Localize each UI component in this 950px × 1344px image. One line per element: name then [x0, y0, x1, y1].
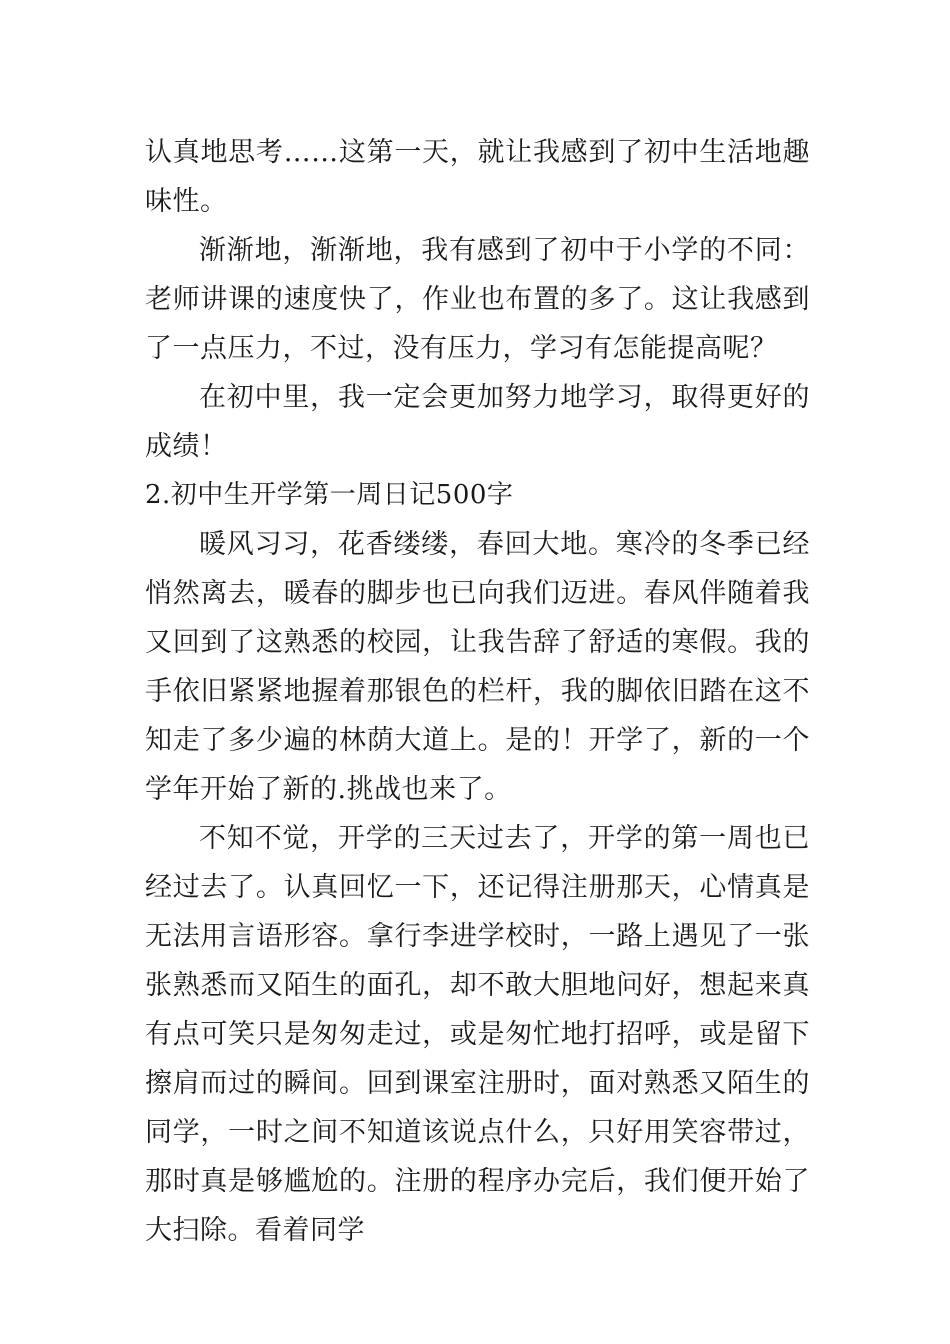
paragraph: 渐渐地，渐渐地，我有感到了初中于小学的不同：老师讲课的速度快了，作业也布置的多了。这让我感到了一点压力，不过，没有压力，学习有怎能提高呢？ — [145, 235, 810, 364]
paragraph: 在初中里，我一定会更加努力地学习，取得更好的成绩！ — [145, 382, 810, 462]
document-body — [145, 128, 810, 1255]
paragraph: 不知不觉，开学的三天过去了，开学的第一周也已经过去了。认真回忆一下，还记得注册那天，心情真是无法用言语形容。拿行李进学校时，一路上遇见了一张张熟悉而又陌生的面孔，却不敢大胆地问好，想起来真有点可笑只是匆匆走过，或是匆忙地打招呼，或是留下擦肩而过的瞬间。回到课室注册时，面对熟悉又陌生的同学，一时之间不知道该说点什么，只好用笑容带过，那时真是够尴尬的。注册的程序办完后，我们便开始了大扫除。看着同学 — [145, 823, 810, 1246]
paragraph: 暖风习习，花香缕缕，春回大地。寒冷的冬季已经悄然离去，暖春的脚步也已向我们迈进。春风伴随着我又回到了这熟悉的校园，让我告辞了舒适的寒假。我的手依旧紧紧地握着那银色的栏杆，我的脚依旧踏在这不知走了多少遍的林荫大道上。是的！开学了，新的一个学年开始了新的.挑战也来了。 — [145, 529, 810, 805]
section-heading: 2.初中生开学第一周日记500字 — [145, 480, 514, 510]
paragraph: 认真地思考……这第一天，就让我感到了初中生活地趣味性。 — [145, 137, 810, 217]
